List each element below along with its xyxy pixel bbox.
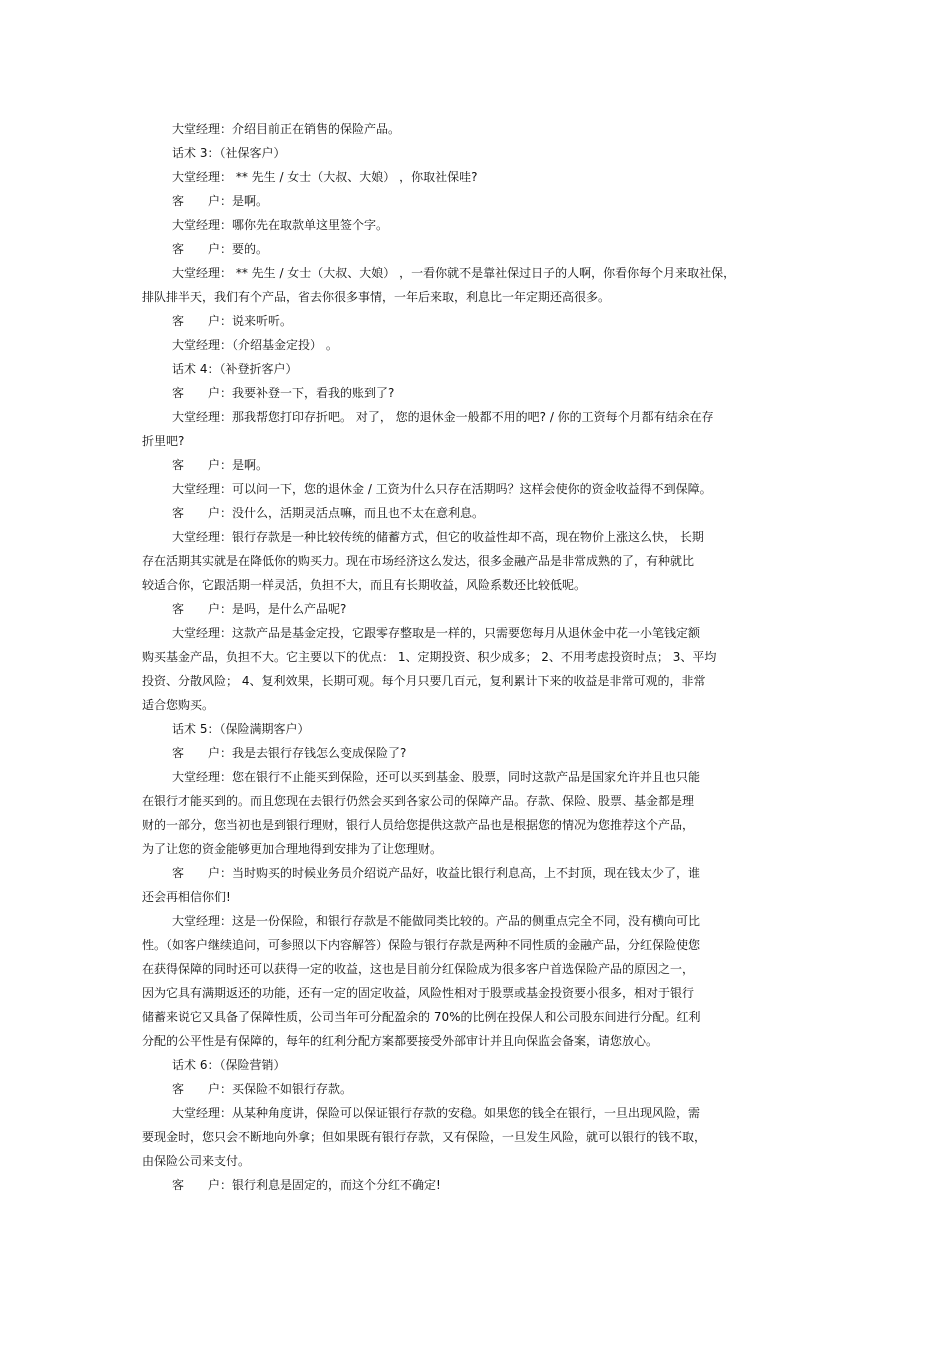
text-line: 在获得保障的同时还可以获得一定的收益，这也是目前分红保险成为很多客户首选保险产品的原因之一， (142, 962, 695, 976)
text-line: 适合您购买。 (142, 698, 215, 712)
text-line: 大堂经理：可以问一下，您的退休金 / 工资为什么只存在活期吗？这样会使你的资金收益得不到保障。 (172, 482, 712, 496)
text-line: 因为它具有满期返还的功能，还有一定的固定收益，风险性相对于股票或基金投资要小很多，相对于银行 (142, 986, 695, 1000)
text-line: 财的一部分，您当初也是到银行理财，银行人员给您提供这款产品也是根据您的情况为您推荐这个产品， (142, 818, 695, 832)
text-line: 客 户：买保险不如银行存款。 (172, 1082, 353, 1096)
text-line: 客 户：没什么，活期灵活点嘛，而且也不太在意利息。 (172, 506, 485, 520)
text-line: 大堂经理： ** 先生 / 女士（大叔、大娘） ，你取社保哇? (172, 170, 478, 184)
text-line: 客 户：是吗，是什么产品呢? (172, 602, 347, 616)
section-heading: 话术 4：（补登折客户） (172, 362, 298, 376)
text-line: 大堂经理：介绍目前正在销售的保险产品。 (172, 122, 401, 136)
text-line: 客 户：当时购买的时候业务员介绍说产品好，收益比银行利息高，上不封顶，现在钱太少了，谁 (172, 866, 701, 880)
text-line: 客 户：我要补登一下，看我的账到了? (172, 386, 395, 400)
text-line: 客 户：是啊。 (172, 194, 269, 208)
text-line: 客 户：我是去银行存钱怎么变成保险了? (172, 746, 407, 760)
text-line: 大堂经理：从某种角度讲，保险可以保证银行存款的安稳。如果您的钱全在银行，一旦出现风险，需 (172, 1106, 701, 1120)
text-line: 客 户：要的。 (172, 242, 269, 256)
text-line: 要现金时，您只会不断地向外拿；但如果既有银行存款，又有保险，一旦发生风险，就可以银行的钱不取， (142, 1130, 707, 1144)
text-line: 储蓄来说它又具备了保障性质，公司当年可分配盈余的 70%的比例在投保人和公司股东间进行分配。红利 (142, 1010, 701, 1024)
section-heading: 话术 6：（保险营销） (172, 1058, 286, 1072)
text-line: 客 户：是啊。 (172, 458, 269, 472)
text-line: 大堂经理：（介绍基金定投） 。 (172, 338, 338, 352)
text-line: 排队排半天，我们有个产品，省去你很多事情，一年后来取，利息比一年定期还高很多。 (142, 290, 611, 304)
text-line: 客 户：银行利息是固定的，而这个分红不确定! (172, 1178, 441, 1192)
text-line: 客 户：说来听听。 (172, 314, 293, 328)
text-line: 较适合你，它跟活期一样灵活，负担不大，而且有长期收益，风险系数还比较低呢。 (142, 578, 587, 592)
section-heading: 话术 5：（保险满期客户） (172, 722, 310, 736)
text-line: 购买基金产品，负担不大。它主要以下的优点： 1、定期投资、积少成多； 2、不用考虑投资时点； 3、平均 (142, 650, 717, 664)
text-line: 折里吧? (142, 434, 185, 448)
text-line: 还会再相信你们! (142, 890, 231, 904)
section-heading: 话术 3：（社保客户） (172, 146, 286, 160)
text-line: 大堂经理：银行存款是一种比较传统的储蓄方式，但它的收益性却不高，现在物价上涨这么快， 长期 (172, 530, 704, 544)
text-line: 在银行才能买到的。而且您现在去银行仍然会买到各家公司的保障产品。存款、保险、股票、基金都是理 (142, 794, 695, 808)
text-line: 性。（如客户继续追问，可参照以下内容解答）保险与银行存款是两种不同性质的金融产品，分红保险使您 (142, 938, 701, 952)
text-line: 由保险公司来支付。 (142, 1154, 251, 1168)
text-line: 大堂经理： ** 先生 / 女士（大叔、大娘） ，一看你就不是靠社保过日子的人啊，你看你每个月来取社保， (172, 266, 736, 280)
text-line: 存在活期其实就是在降低你的购买力。现在市场经济这么发达，很多金融产品是非常成熟的了，有种就比 (142, 554, 695, 568)
text-line: 大堂经理：您在银行不止能买到保险，还可以买到基金、股票，同时这款产品是国家允许并且也只能 (172, 770, 701, 784)
text-line: 大堂经理：这是一份保险，和银行存款是不能做同类比较的。产品的侧重点完全不同，没有横向可比 (172, 914, 701, 928)
text-line: 大堂经理：那我帮您打印存折吧。 对了， 您的退休金一般都不用的吧? / 你的工资每个月都有结余在存 (172, 410, 714, 424)
text-line: 大堂经理：这款产品是基金定投，它跟零存整取是一样的，只需要您每月从退休金中花一小笔钱定额 (172, 626, 701, 640)
text-line: 大堂经理：哪你先在取款单这里签个字。 (172, 218, 389, 232)
text-line: 投资、分散风险； 4、复利效果，长期可观。每个月只要几百元，复利累计下来的收益是非常可观的，非常 (142, 674, 706, 688)
text-line: 分配的公平性是有保障的，每年的红利分配方案都要接受外部审计并且向保监会备案，请您放心。 (142, 1034, 659, 1048)
text-line: 为了让您的资金能够更加合理地得到安排为了让您理财。 (142, 842, 443, 856)
